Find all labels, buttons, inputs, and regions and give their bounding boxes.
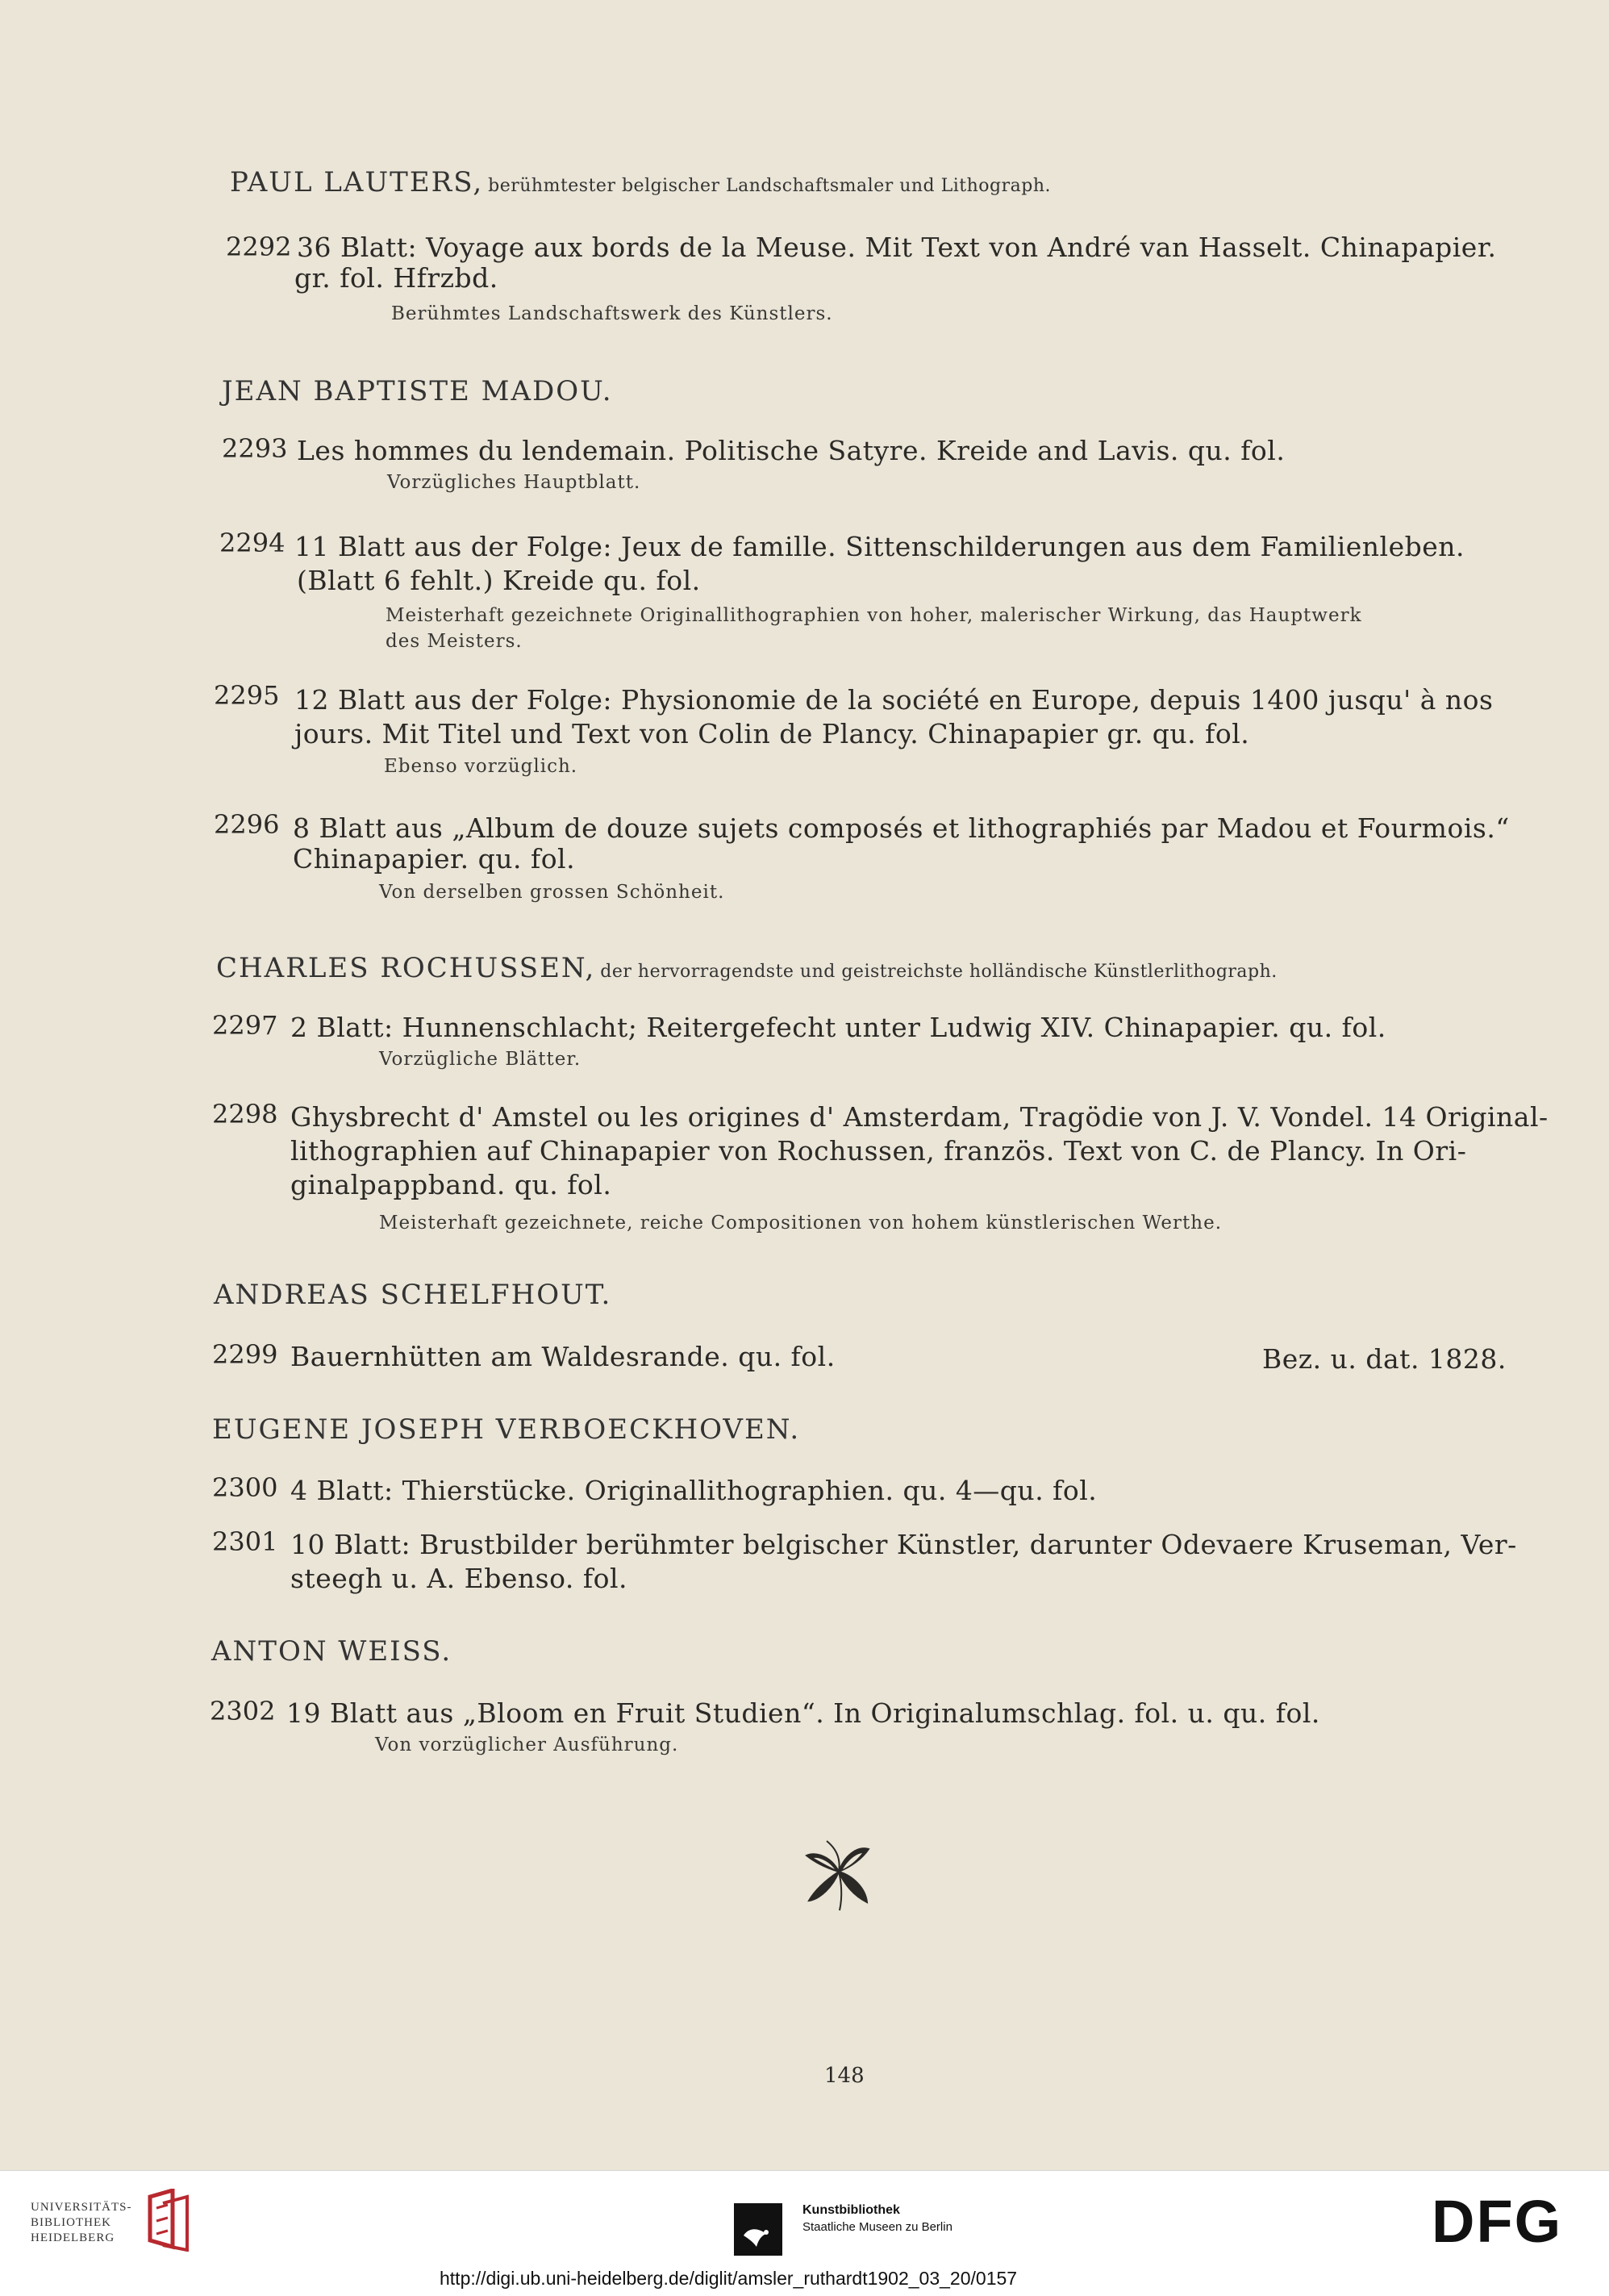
lot-text-line: 8 Blatt aus „Album de douze sujets composés et lithographiés par Madou et Fourmois.“ (293, 812, 1510, 844)
lot-text-line: 36 Blatt: Voyage aux bords de la Meuse. Mit Text von André van Hasselt. Chinapapier. (297, 232, 1497, 263)
lot-text-line: 19 Blatt aus „Bloom en Fruit Studien“. In Originalumschlag. fol. u. qu. fol. (286, 1697, 1320, 1729)
artist-heading: JEAN BAPTISTE MADOU. (222, 375, 613, 407)
lot-note: Von vorzüglicher Ausführung. (375, 1735, 679, 1755)
lot-note: Vorzügliche Blätter. (379, 1049, 581, 1070)
lot-number: 2295 (214, 680, 280, 711)
lot-note: Meisterhaft gezeichnete, reiche Compositionen von hohem künstlerischen Werthe. (379, 1213, 1223, 1234)
lot-date: Bez. u. dat. 1828. (1262, 1343, 1507, 1375)
lot-text-line: 11 Blatt aus der Folge: Jeux de famille. Sittenschilderungen aus dem Familienleben. (294, 531, 1465, 562)
artist-heading: ANDREAS SCHELFHOUT. (214, 1279, 612, 1311)
lot-note: Vorzügliches Hauptblatt. (387, 472, 641, 493)
artist-heading: CHARLES ROCHUSSEN, der hervorragendste und geistreichste holländische Künstlerlithograph. (216, 952, 1278, 984)
lot-text-line: jours. Mit Titel und Text von Colin de Plancy. Chinapapier gr. qu. fol. (294, 718, 1250, 749)
lot-number: 2298 (212, 1099, 278, 1129)
lot-text-line: 12 Blatt aus der Folge: Physionomie de la société en Europe, depuis 1400 jusqu' à nos (294, 684, 1494, 716)
lot-text-line: ginalpappband. qu. fol. (290, 1169, 612, 1200)
lot-text-line: Ghysbrecht d' Amstel ou les origines d' Amsterdam, Tragödie von J. V. Vondel. 14 Original- (290, 1101, 1549, 1133)
kunstbibliothek-text: Kunstbibliothek Staatliche Museen zu Berlin (802, 2203, 952, 2234)
lot-number: 2292 (226, 232, 292, 262)
lot-note: Ebenso vorzüglich. (384, 756, 578, 777)
lot-text-line: 2 Blatt: Hunnenschlacht; Reitergefecht unter Ludwig XIV. Chinapapier. qu. fol. (290, 1012, 1386, 1043)
lot-number: 2294 (219, 528, 286, 558)
lot-number: 2293 (222, 433, 288, 464)
artist-heading: PAUL LAUTERS, berühmtester belgischer Landschaftsmaler und Lithograph. (230, 166, 1051, 198)
lot-text-line: lithographien auf Chinapapier von Rochussen, französ. Text von C. de Plancy. In Ori- (290, 1135, 1467, 1167)
digitization-footer (0, 2170, 1609, 2296)
university-library-logo-text: UNIVERSITÄTS- BIBLIOTHEK HEIDELBERG (31, 2201, 132, 2244)
lot-text-line: steegh u. A. Ebenso. fol. (290, 1563, 627, 1594)
lot-number: 2299 (212, 1339, 278, 1370)
lot-note: Meisterhaft gezeichnete Originallithographien von hoher, malerischer Wirkung, das Hauptwerk (386, 605, 1362, 626)
lot-text-line: (Blatt 6 fehlt.) Kreide qu. fol. (297, 565, 701, 596)
artist-description: der hervorragendste und geistreichste holländische Künstlerlithograph. (600, 962, 1278, 982)
lot-text-line: Chinapapier. qu. fol. (293, 843, 576, 875)
dfg-logo: DFG (1432, 2188, 1563, 2255)
lot-number: 2300 (212, 1472, 278, 1503)
floral-ornament-icon (794, 1831, 883, 1920)
lot-number: 2301 (212, 1526, 278, 1557)
page-number: 148 (824, 2064, 865, 2088)
lot-note: des Meisters. (386, 631, 523, 652)
lot-note: Berühmtes Landschaftswerk des Künstlers. (391, 303, 833, 324)
lot-number: 2296 (214, 809, 280, 840)
kunstbibliothek-logo-icon (734, 2203, 782, 2256)
lot-number: 2297 (212, 1010, 278, 1041)
artist-heading: ANTON WEISS. (211, 1635, 452, 1668)
artist-heading: EUGENE JOSEPH VERBOECKHOVEN. (212, 1413, 801, 1446)
university-logo-icon (145, 2189, 195, 2252)
lot-text-line: 10 Blatt: Brustbilder berühmter belgischer Künstler, darunter Odevaere Kruseman, Ver- (290, 1529, 1517, 1560)
lot-text-line: Bauernhütten am Waldesrande. qu. fol. (290, 1341, 836, 1372)
artist-description: berühmtester belgischer Landschaftsmaler und Lithograph. (488, 176, 1051, 196)
lot-text-line: Les hommes du lendemain. Politische Satyre. Kreide and Lavis. qu. fol. (297, 435, 1286, 466)
lot-text-line: 4 Blatt: Thierstücke. Originallithographien. qu. 4—qu. fol. (290, 1475, 1098, 1506)
lot-text-line: gr. fol. Hfrzbd. (294, 262, 498, 294)
lot-note: Von derselben grossen Schönheit. (379, 882, 725, 903)
source-url-link[interactable]: http://digi.ub.uni-heidelberg.de/diglit/amsler_ruthardt1902_03_20/0157 (440, 2268, 1018, 2289)
lot-number: 2302 (210, 1696, 276, 1726)
